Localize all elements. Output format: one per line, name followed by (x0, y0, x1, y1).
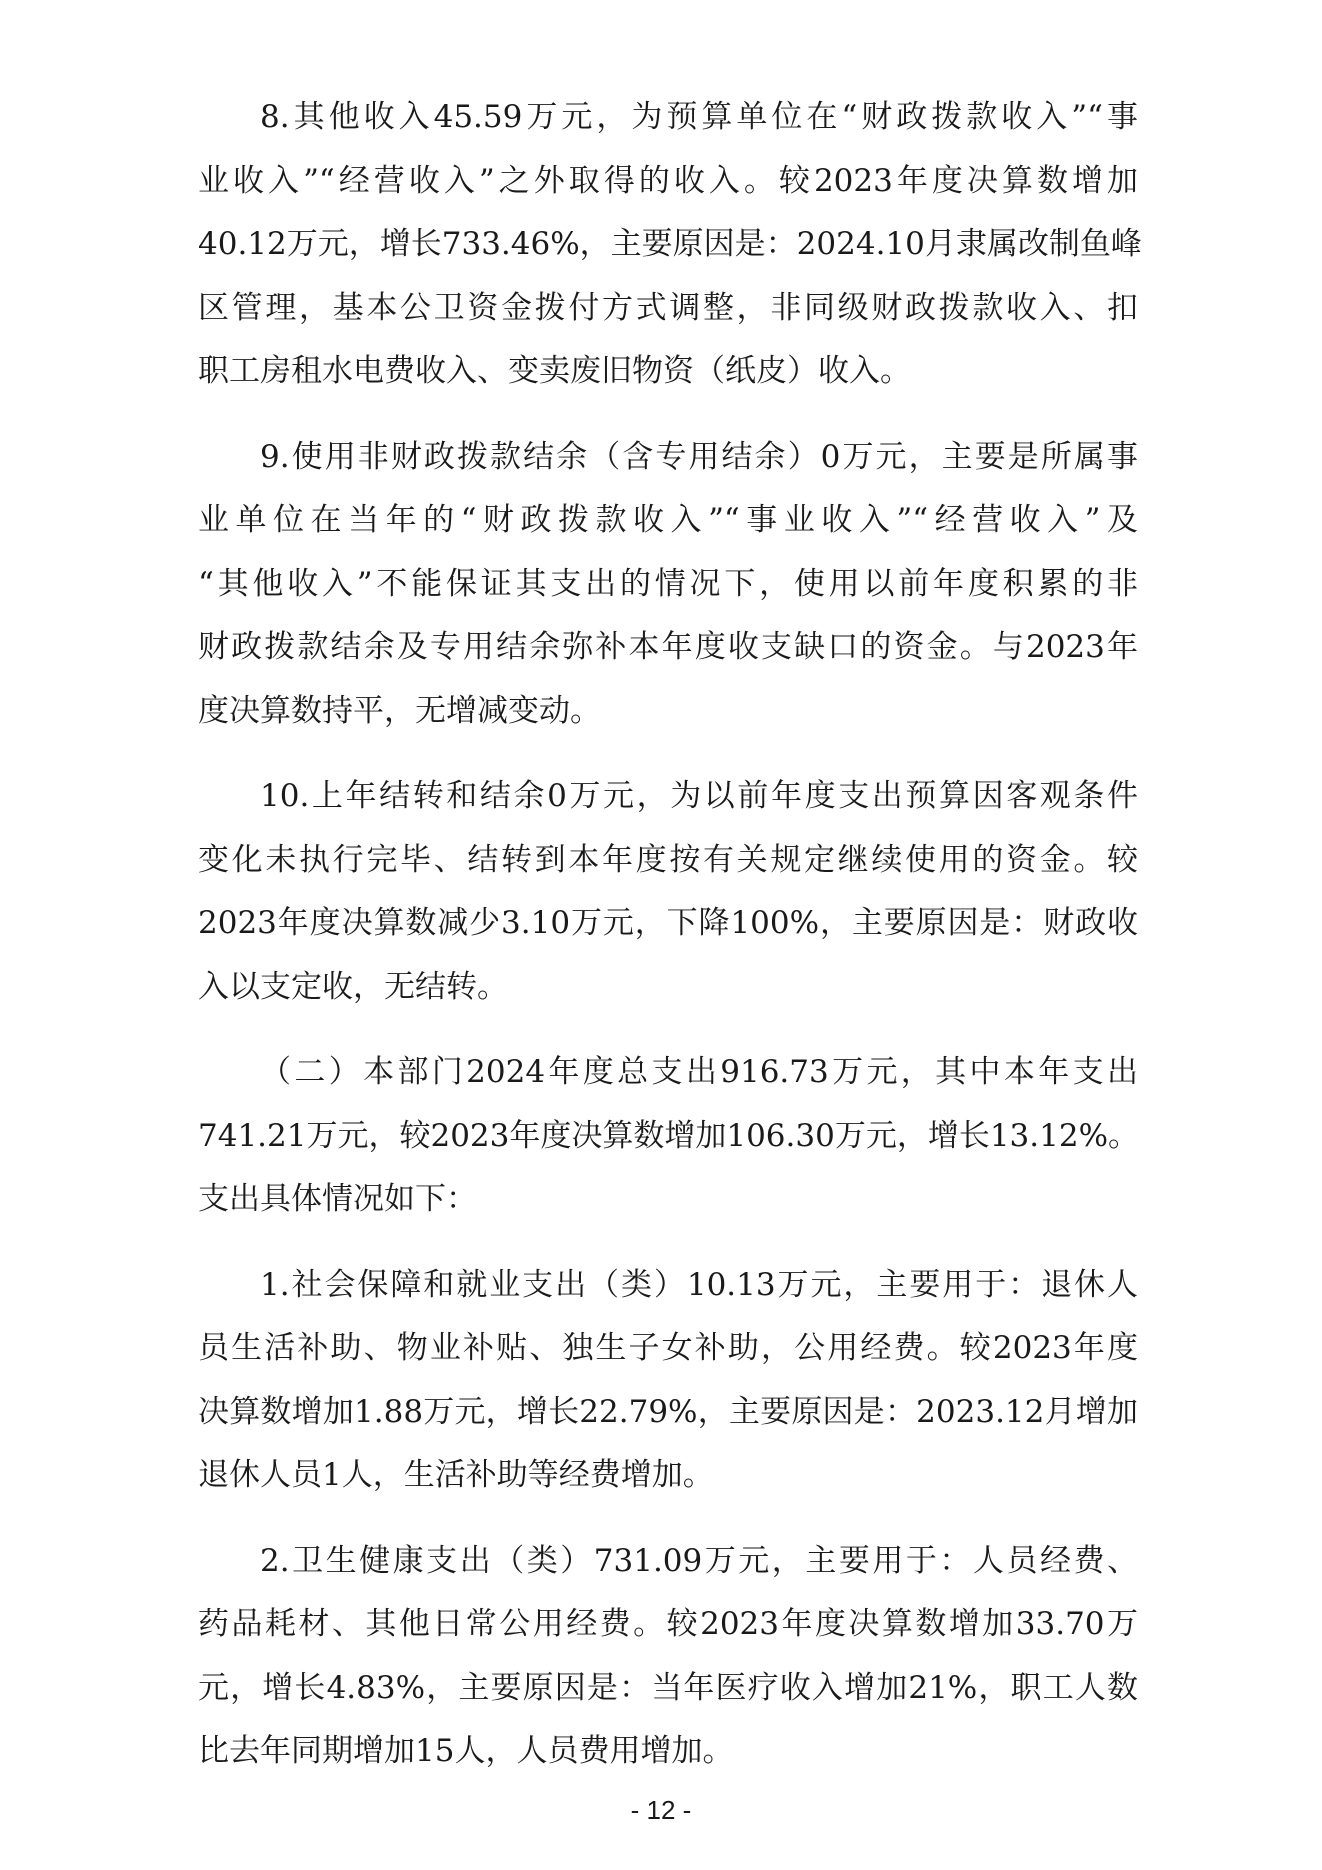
text-line: 40.12万元，增长733.46%，主要原因是：2024.10月隶属改制鱼峰 (198, 226, 1142, 262)
text-line: 药品耗材、其他日常公用经费。较2023年度决算数增加33.70万 (198, 1606, 1138, 1642)
paragraph-total-expenditure (198, 1041, 1138, 1232)
text-line: 比去年同期增加15人，人员费用增加。 (198, 1733, 734, 1769)
text-line: 9.使用非财政拨款结余（含专用结余）0万元，主要是所属事 (260, 438, 1138, 475)
text-line: （二）本部门2024年度总支出916.73万元，其中本年支出 (260, 1054, 1138, 1090)
text-line: 元，增长4.83%，主要原因是：当年医疗收入增加21%，职工人数 (198, 1669, 1138, 1706)
text-line: 职工房租水电费收入、变卖废旧物资（纸皮）收入。 (198, 353, 911, 389)
text-line: 8.其他收入45.59万元，为预算单位在“财政拨款收入”“事 (260, 99, 1138, 135)
text-line: 退休人员1人，生活补助等经费增加。 (198, 1457, 714, 1493)
text-line: 支出具体情况如下： (198, 1181, 477, 1217)
text-line: 变化未执行完毕、结转到本年度按有关规定继续使用的资金。较 (198, 841, 1138, 878)
text-line: 业单位在当年的“财政拨款收入”“事业收入”“经营收入”及 (198, 502, 1138, 538)
text-line: 业收入”“经营收入”之外取得的收入。较2023年度决算数增加 (198, 162, 1138, 199)
text-line: 入以支定收，无结转。 (198, 968, 508, 1005)
text-line: 10.上年结转和结余0万元，为以前年度支出预算因客观条件 (260, 778, 1138, 814)
paragraph-health (198, 1530, 1138, 1784)
text-line: 1.社会保障和就业支出（类）10.13万元，主要用于：退休人 (260, 1266, 1138, 1303)
text-line: 员生活补助、物业补贴、独生子女补助，公用经费。较2023年度 (198, 1330, 1138, 1366)
text-line: 决算数增加1.88万元，增长22.79%，主要原因是：2023.12月增加 (198, 1393, 1138, 1430)
text-line: 2.卫生健康支出（类）731.09万元，主要用于：人员经费、 (260, 1542, 1138, 1579)
text-line: “其他收入”不能保证其支出的情况下，使用以前年度积累的非 (198, 565, 1138, 602)
text-line: 度决算数持平，无增减变动。 (198, 692, 601, 729)
paragraph-non-fiscal-balance (198, 426, 1138, 744)
text-line: 区管理，基本公卫资金拨付方式调整，非同级财政拨款收入、扣 (198, 289, 1138, 326)
paragraph-carryover (198, 765, 1138, 1019)
document-body (198, 86, 1142, 1806)
text-line: 财政拨款结余及专用结余弥补本年度收支缺口的资金。与2023年 (198, 629, 1138, 665)
paragraph-social-security (198, 1254, 1138, 1508)
page-number: - 12 - (630, 1795, 692, 1825)
paragraph-other-income (198, 86, 1142, 404)
text-line: 741.21万元，较2023年度决算数增加106.30万元，增长13.12%。 (198, 1117, 1140, 1154)
text-line: 2023年度决算数减少3.10万元，下降100%，主要原因是：财政收 (198, 905, 1138, 941)
